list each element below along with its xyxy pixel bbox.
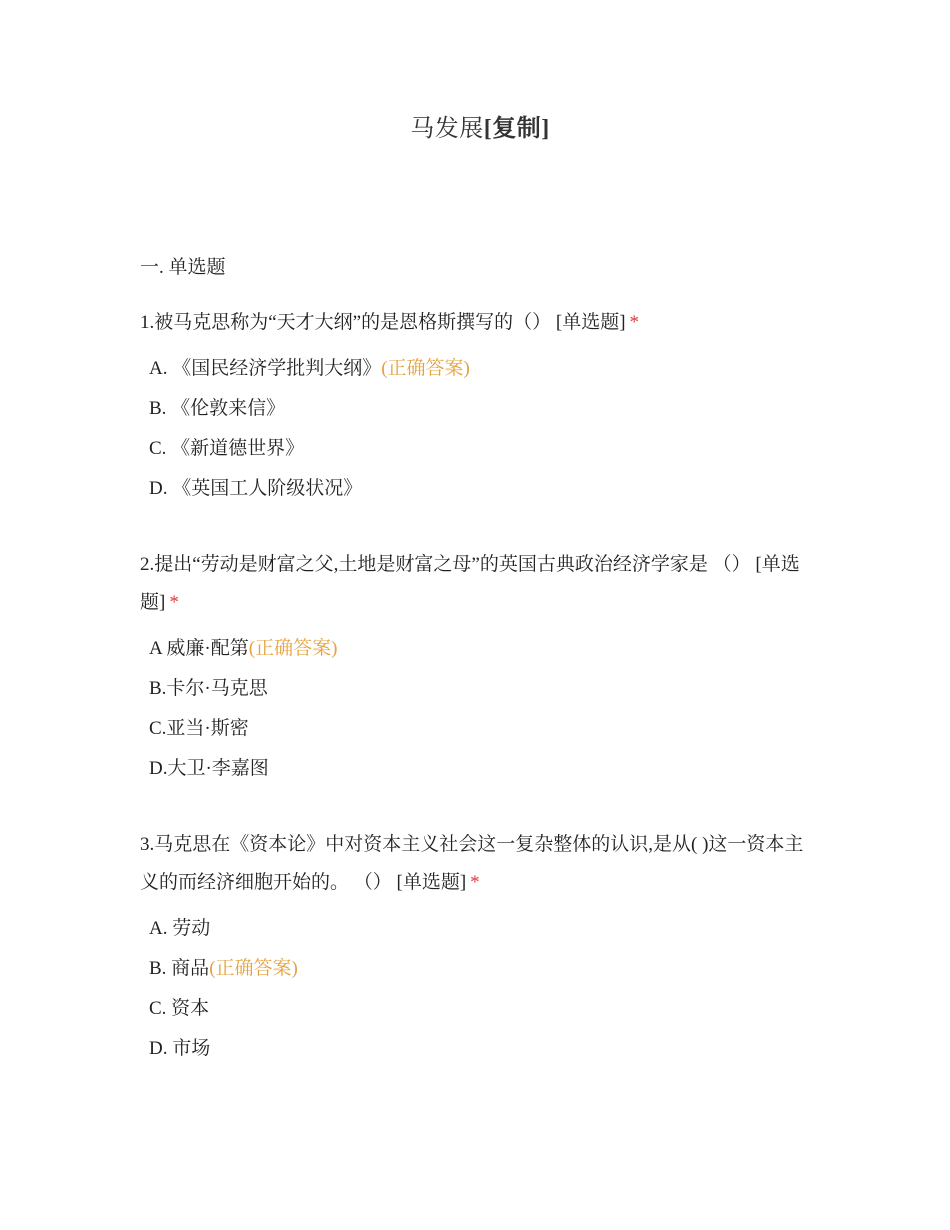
option-b: [149, 669, 820, 709]
option-b: [149, 949, 820, 989]
question-text: [140, 304, 820, 342]
option-a: [149, 629, 820, 669]
question-2-text: 2.提出“劳动是财富之父,土地是财富之母”的英国古典政治经济学家是 （） [单选题]: [140, 554, 800, 613]
option-a: [149, 909, 820, 949]
title-main: 马发展: [410, 116, 484, 142]
correct-answer-tag: (正确答案): [381, 358, 470, 379]
correct-answer-tag: (正确答案): [248, 638, 338, 659]
option-c: [149, 989, 820, 1029]
question-3: [140, 826, 820, 1069]
option-d: [149, 749, 820, 789]
option-label: B.卡尔·马克思: [149, 678, 268, 699]
option-label: D. 《英国工人阶级状况》: [149, 478, 363, 499]
option-a: [149, 349, 820, 389]
question-text: [140, 546, 820, 622]
option-label: D. 市场: [149, 1038, 211, 1059]
option-label: A. 《国民经济学批判大纲》: [149, 358, 382, 379]
required-mark: *: [629, 312, 640, 333]
option-label: C.亚当·斯密: [149, 718, 249, 739]
option-list: [140, 629, 820, 789]
question-text: [140, 826, 820, 902]
page-title: [0, 108, 950, 143]
question-3-text: 3.马克思在《资本论》中对资本主义社会这一复杂整体的认识,是从( )这一资本主义的而经济细胞开始的。 （） [单选题]: [140, 834, 804, 893]
option-label: C. 《新道德世界》: [149, 438, 305, 459]
option-label: B. 商品: [149, 958, 210, 979]
required-mark: *: [470, 872, 480, 893]
option-d: [149, 1029, 820, 1069]
option-label: A 威廉·配第: [149, 638, 249, 659]
title-suffix: [复制]: [483, 116, 550, 142]
option-label: C. 资本: [149, 998, 210, 1019]
option-label: A. 劳动: [149, 918, 211, 939]
option-c: [149, 429, 820, 469]
question-1-text: 1.被马克思称为“天才大纲”的是恩格斯撰写的（） [单选题]: [140, 312, 626, 333]
option-d: [149, 469, 820, 509]
option-b: [149, 389, 820, 429]
question-1: [140, 304, 820, 509]
option-list: [140, 349, 820, 509]
option-list: [140, 909, 820, 1069]
option-c: [149, 709, 820, 749]
required-mark: *: [169, 592, 179, 613]
section-heading: 一. 单选题: [140, 257, 226, 278]
option-label: B. 《伦敦来信》: [149, 398, 286, 419]
correct-answer-tag: (正确答案): [209, 958, 298, 979]
question-2: [140, 546, 820, 789]
option-label: D.大卫·李嘉图: [149, 758, 269, 779]
